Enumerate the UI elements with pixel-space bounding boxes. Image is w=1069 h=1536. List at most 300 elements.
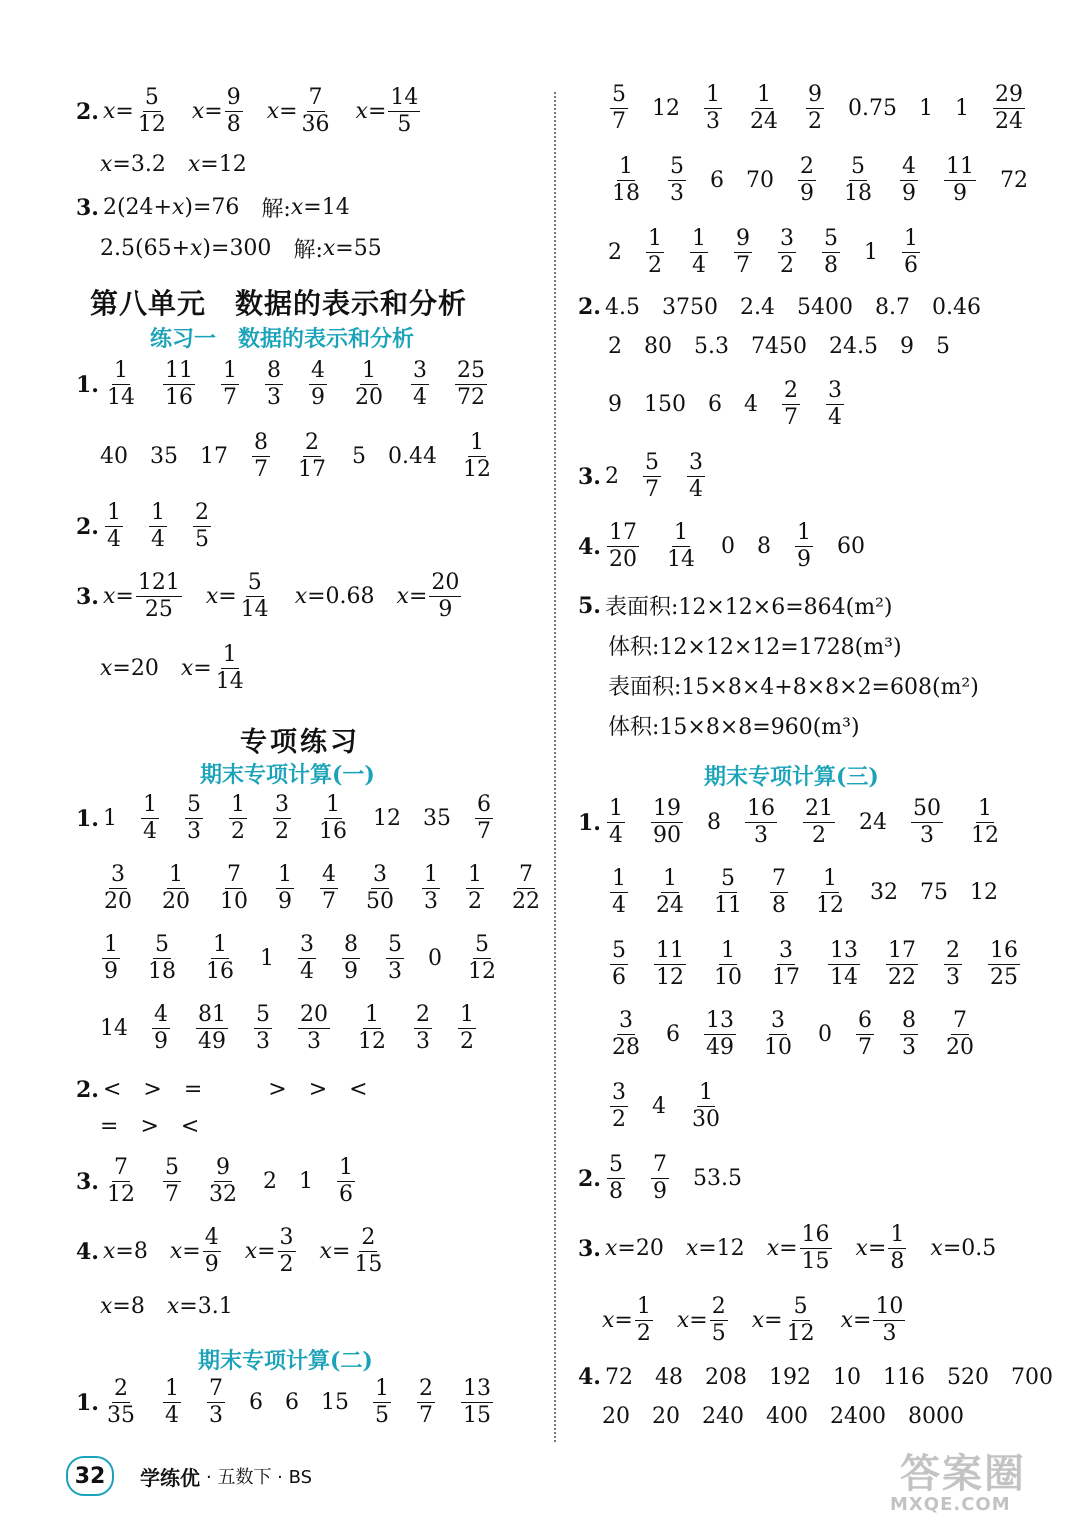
numerator: 9 xyxy=(808,82,822,107)
numerator: 7 xyxy=(308,85,323,110)
fraction xyxy=(136,87,168,136)
answer-value xyxy=(161,360,197,409)
denominator: 5 xyxy=(711,1321,726,1346)
denominator: 10 xyxy=(714,965,742,990)
answer-value xyxy=(752,1296,819,1345)
answer-value xyxy=(898,1010,920,1059)
answer-text: = xyxy=(689,1308,708,1333)
answer-value xyxy=(100,864,136,913)
answer-value xyxy=(261,192,349,223)
denominator: 12 xyxy=(358,1029,386,1054)
answer-value xyxy=(686,1236,745,1261)
variable-x: x xyxy=(685,1236,699,1261)
denominator: 2 xyxy=(612,1107,626,1132)
variable-x: x xyxy=(751,1308,765,1333)
question-number: 2. xyxy=(76,1076,99,1103)
answer-text: 8 xyxy=(756,534,771,559)
answer-value xyxy=(103,1157,139,1206)
denominator: 4 xyxy=(150,527,165,552)
answer-value xyxy=(970,880,998,905)
answer-value xyxy=(224,1074,246,1105)
denominator: 9 xyxy=(902,181,916,206)
variable-x: x xyxy=(396,584,409,609)
fraction xyxy=(635,1296,653,1345)
denominator: 2 xyxy=(636,1321,651,1346)
denominator: 3 xyxy=(882,1321,897,1346)
numerator: 1 xyxy=(169,862,183,887)
answer-text xyxy=(224,1074,246,1105)
answer-line xyxy=(100,934,522,983)
numerator: 17 xyxy=(888,938,916,963)
answer-text: =3.2 xyxy=(112,152,166,177)
denominator: 12 xyxy=(468,959,496,984)
question-number: 1. xyxy=(76,1389,99,1416)
denominator: 22 xyxy=(888,965,916,990)
numerator: 5 xyxy=(612,938,626,963)
answer-value xyxy=(900,228,922,277)
answer-text: =3.1 xyxy=(179,1294,233,1319)
answer-line xyxy=(608,710,882,741)
denominator: 3 xyxy=(186,819,201,844)
answer-text: 192 xyxy=(768,1364,811,1390)
fraction xyxy=(160,864,192,913)
fraction xyxy=(969,798,1001,847)
numerator: 1 xyxy=(374,1376,389,1401)
denominator: 16 xyxy=(206,959,234,984)
answer-line xyxy=(608,670,1001,701)
fraction xyxy=(320,864,338,913)
answer-value xyxy=(608,630,902,661)
answer-value xyxy=(354,1004,390,1053)
denominator: 9 xyxy=(104,959,118,984)
fraction xyxy=(690,228,708,277)
answer-value xyxy=(608,940,630,989)
answer-text: 60 xyxy=(836,534,865,559)
answer-text: 72 xyxy=(604,1364,633,1390)
answer-value xyxy=(371,1378,393,1427)
special-practice-title: 专项练习 xyxy=(240,727,360,758)
denominator: 9 xyxy=(953,181,967,206)
answer-text: 116 xyxy=(882,1364,925,1390)
answer-value xyxy=(103,1077,121,1102)
fraction xyxy=(373,1378,391,1427)
denominator: 16 xyxy=(164,385,193,410)
denominator: 4 xyxy=(828,405,842,430)
fraction xyxy=(842,156,874,205)
numerator: 1 xyxy=(706,82,720,107)
denominator: 90 xyxy=(652,823,681,848)
answer-text: > xyxy=(140,1114,159,1139)
numerator: 121 xyxy=(137,570,180,595)
question-number: 4. xyxy=(578,1364,601,1390)
answer-text: 1 xyxy=(298,1169,313,1194)
fraction xyxy=(654,868,686,917)
answer-text: > xyxy=(143,1077,162,1102)
denominator: 4 xyxy=(612,893,626,918)
denominator: 14 xyxy=(215,669,244,694)
answer-value xyxy=(227,794,249,843)
fraction xyxy=(607,522,639,571)
question-number: 1. xyxy=(76,805,99,832)
fraction xyxy=(993,84,1025,133)
denominator: 2 xyxy=(279,1252,294,1277)
numerator: 2 xyxy=(305,430,319,455)
denominator: 6 xyxy=(338,1182,353,1207)
numerator: 9 xyxy=(215,1155,230,1180)
denominator: 20 xyxy=(608,547,637,572)
denominator: 4 xyxy=(688,477,703,502)
denominator: 9 xyxy=(344,959,358,984)
answer-value xyxy=(194,1004,230,1053)
answer-value xyxy=(652,940,688,989)
fraction xyxy=(806,84,824,133)
variable-x: x xyxy=(355,99,368,124)
numerator: 1 xyxy=(104,932,118,957)
numerator: 1 xyxy=(325,792,340,817)
fraction xyxy=(944,156,976,205)
numerator: 10 xyxy=(875,1294,904,1319)
answer-value xyxy=(397,572,464,621)
fraction xyxy=(146,934,178,983)
answer-value xyxy=(271,794,293,843)
answer-value xyxy=(409,360,431,409)
answer-value xyxy=(428,946,442,971)
numerator: 1 xyxy=(361,358,376,383)
numerator: 16 xyxy=(801,1222,830,1247)
answer-value xyxy=(103,806,117,831)
answer-value xyxy=(260,946,274,971)
answer-value xyxy=(315,794,351,843)
answer-line xyxy=(76,1074,390,1105)
answer-value xyxy=(898,156,920,205)
fraction xyxy=(273,794,291,843)
answer-value xyxy=(856,1224,909,1273)
fraction xyxy=(826,380,844,429)
denominator: 3 xyxy=(946,965,960,990)
fraction xyxy=(745,798,777,847)
numerator: 16 xyxy=(990,938,1018,963)
numerator: 81 xyxy=(198,1002,226,1027)
denominator: 25 xyxy=(990,965,1018,990)
denominator: 12 xyxy=(137,112,166,137)
numerator: 1 xyxy=(648,226,662,251)
answer-value xyxy=(293,233,381,264)
answer-text: 15 xyxy=(320,1390,349,1415)
numerator: 9 xyxy=(226,85,241,110)
fraction xyxy=(417,1378,435,1427)
answer-value xyxy=(100,656,159,681)
question-number: 2. xyxy=(578,1165,601,1192)
answer-line xyxy=(608,380,868,429)
denominator: 22 xyxy=(512,889,540,914)
denominator: 15 xyxy=(801,1249,830,1274)
answer-text: 8000 xyxy=(908,1404,964,1429)
fraction xyxy=(795,522,813,571)
answer-text: 4 xyxy=(744,392,758,417)
numerator: 20 xyxy=(300,1002,328,1027)
answer-value xyxy=(663,522,699,571)
denominator: 6 xyxy=(612,965,626,990)
numerator: 2 xyxy=(711,1294,726,1319)
variable-x: x xyxy=(676,1308,690,1333)
watermark-top-text: 答案圈 xyxy=(900,1451,1026,1497)
answer-text: 12 xyxy=(970,880,998,905)
denominator: 2 xyxy=(780,253,794,278)
answer-value xyxy=(644,392,686,417)
numerator: 11 xyxy=(946,154,974,179)
denominator: 24 xyxy=(656,893,684,918)
fraction xyxy=(873,1296,905,1345)
variable-x: x xyxy=(290,195,304,220)
fraction xyxy=(651,1154,669,1203)
numerator: 4 xyxy=(322,862,336,887)
answer-value xyxy=(150,1004,172,1053)
answer-line xyxy=(608,84,1049,133)
fraction xyxy=(610,1082,628,1131)
numerator: 5 xyxy=(247,570,262,595)
numerator: 5 xyxy=(475,932,489,957)
answer-value xyxy=(100,1114,118,1139)
answer-value xyxy=(285,1390,299,1415)
denominator: 4 xyxy=(164,1403,179,1428)
fraction xyxy=(152,1004,170,1053)
denominator: 32 xyxy=(208,1182,237,1207)
denominator: 7 xyxy=(322,889,336,914)
fraction xyxy=(770,940,802,989)
numerator: 2 xyxy=(416,1002,430,1027)
answer-value xyxy=(274,864,296,913)
fraction xyxy=(651,798,683,847)
numerator: 8 xyxy=(344,932,358,957)
answer-text: =8 xyxy=(115,1239,148,1264)
answer-text: =55 xyxy=(335,236,382,261)
numerator: 3 xyxy=(780,226,794,251)
answer-value xyxy=(100,934,122,983)
denominator: 10 xyxy=(764,1035,792,1060)
answer-value xyxy=(830,1404,886,1429)
denominator: 18 xyxy=(148,959,176,984)
variable-x: x xyxy=(319,1239,332,1264)
numerator: 1 xyxy=(113,358,128,383)
answer-value xyxy=(936,334,950,359)
fraction xyxy=(300,87,332,136)
question-number: 3. xyxy=(578,1235,601,1262)
denominator: 9 xyxy=(154,1029,168,1054)
answer-value xyxy=(652,96,680,121)
answer-text: 2 xyxy=(262,1169,277,1194)
numerator: 5 xyxy=(164,1155,179,1180)
answer-line xyxy=(578,294,1003,320)
numerator: 1 xyxy=(106,500,121,525)
answer-text: 520 xyxy=(946,1364,989,1390)
numerator: 7 xyxy=(227,862,241,887)
denominator: 10 xyxy=(220,889,248,914)
numerator: 19 xyxy=(652,796,681,821)
numerator: 13 xyxy=(830,938,858,963)
answer-value xyxy=(267,87,334,136)
answer-value xyxy=(793,522,815,571)
denominator: 2 xyxy=(811,823,826,848)
answer-text: = xyxy=(867,1236,887,1261)
answer-value xyxy=(464,864,486,913)
answer-value xyxy=(864,240,878,265)
denominator: 3 xyxy=(416,1029,430,1054)
answer-text: 解: xyxy=(261,197,291,222)
answer-text: 0.46 xyxy=(931,294,981,320)
variable-x: x xyxy=(171,195,185,220)
answer-text: 6 xyxy=(710,168,724,193)
variable-x: x xyxy=(766,1236,780,1261)
answer-value xyxy=(710,868,746,917)
numerator: 3 xyxy=(619,1008,633,1033)
numerator: 1 xyxy=(757,82,771,107)
answer-value xyxy=(837,534,865,559)
denominator: 3 xyxy=(424,889,438,914)
denominator: 3 xyxy=(208,1403,223,1428)
denominator: 9 xyxy=(800,181,814,206)
numerator: 2 xyxy=(418,1376,433,1401)
watermark-logo xyxy=(878,1442,1058,1522)
variable-x: x xyxy=(102,1239,116,1264)
answer-value xyxy=(841,1296,908,1345)
numerator: 20 xyxy=(431,570,460,595)
answer-line xyxy=(608,940,1044,989)
answer-value xyxy=(309,1077,327,1102)
answer-text: 10 xyxy=(832,1364,861,1390)
answer-value xyxy=(947,1365,989,1390)
answer-text: 9 xyxy=(608,392,622,417)
calc2-title: 期末专项计算(二) xyxy=(198,1348,373,1374)
answer-value xyxy=(608,1082,630,1131)
answer-value xyxy=(824,380,846,429)
answer-text: 0 xyxy=(720,534,735,559)
fraction xyxy=(265,360,283,409)
answer-value xyxy=(804,84,826,133)
fraction xyxy=(762,1010,794,1059)
denominator: 5 xyxy=(374,1403,389,1428)
fraction xyxy=(214,644,246,693)
fraction xyxy=(388,87,420,136)
fraction xyxy=(900,156,918,205)
answer-text: = xyxy=(779,1236,798,1261)
denominator: 2 xyxy=(460,1029,474,1054)
answer-value xyxy=(296,1004,332,1053)
numerator: 4 xyxy=(310,358,325,383)
answer-text: 24.5 xyxy=(829,334,878,359)
denominator: 7 xyxy=(784,405,798,430)
denominator: 50 xyxy=(366,889,394,914)
answer-text: 80 xyxy=(644,334,672,359)
unit-title: 第八单元 数据的表示和分析 xyxy=(90,287,468,320)
answer-text: 8.7 xyxy=(874,294,910,320)
fraction xyxy=(458,1004,476,1053)
numerator: 1 xyxy=(699,1080,713,1105)
variable-x: x xyxy=(180,656,194,681)
answer-line xyxy=(608,156,1050,205)
fraction xyxy=(822,228,840,277)
denominator: 7 xyxy=(612,109,626,134)
denominator: 15 xyxy=(462,1403,491,1428)
answer-value xyxy=(666,156,688,205)
answer-text: 7450 xyxy=(751,334,807,359)
answer-line xyxy=(76,87,444,136)
answer-value xyxy=(143,1077,161,1102)
answer-value xyxy=(652,868,688,917)
numerator: 21 xyxy=(804,796,833,821)
numerator: 1 xyxy=(230,792,245,817)
fraction xyxy=(856,1010,874,1059)
question-number: 2. xyxy=(76,98,99,125)
answer-value xyxy=(991,84,1027,133)
fraction xyxy=(207,1378,225,1427)
answer-value xyxy=(181,644,248,693)
fraction xyxy=(668,156,686,205)
answer-line xyxy=(100,864,566,913)
answer-value xyxy=(685,452,707,501)
numerator: 3 xyxy=(771,1008,785,1033)
denominator: 15 xyxy=(354,1252,383,1277)
answer-value xyxy=(796,156,818,205)
answer-line xyxy=(76,794,517,843)
answer-text: )=76 xyxy=(184,195,240,220)
answer-value xyxy=(139,794,161,843)
denominator: 49 xyxy=(706,1035,734,1060)
answer-value xyxy=(100,1294,145,1319)
denominator: 3 xyxy=(670,181,684,206)
answer-text: 4.5 xyxy=(604,294,640,320)
numerator: 2 xyxy=(784,378,798,403)
answer-text: = xyxy=(115,99,134,124)
denominator: 17 xyxy=(298,457,326,482)
fraction xyxy=(278,1227,296,1276)
fraction xyxy=(105,1378,137,1427)
answer-line xyxy=(76,572,485,621)
answer-value xyxy=(605,798,627,847)
answer-value xyxy=(766,1404,808,1429)
fraction xyxy=(610,156,642,205)
numerator: 1 xyxy=(338,1155,353,1180)
denominator: 3 xyxy=(388,959,402,984)
answer-value xyxy=(245,1227,298,1276)
answer-value xyxy=(644,228,666,277)
answer-text: 体积:15×8×8=960(m³) xyxy=(608,715,860,740)
answer-line xyxy=(608,868,1020,917)
answer-value xyxy=(508,864,544,913)
denominator: 20 xyxy=(946,1035,974,1060)
fraction xyxy=(665,522,697,571)
denominator: 49 xyxy=(198,1029,226,1054)
answer-value xyxy=(746,84,782,133)
fraction xyxy=(149,502,167,551)
fraction xyxy=(687,452,705,501)
answer-value xyxy=(456,1004,478,1053)
variable-x: x xyxy=(266,99,280,124)
answer-value xyxy=(321,1390,349,1415)
fraction xyxy=(782,380,800,429)
answer-value xyxy=(103,360,139,409)
answer-text: 表面积:15×8×4+8×8×2=608(m²) xyxy=(608,675,979,700)
variable-x: x xyxy=(244,1239,258,1264)
answer-line xyxy=(608,334,972,359)
denominator: 36 xyxy=(301,112,330,137)
numerator: 13 xyxy=(706,1008,734,1033)
answer-value xyxy=(751,334,807,359)
numerator: 1 xyxy=(424,862,438,887)
answer-value xyxy=(167,1294,233,1319)
numerator: 8 xyxy=(254,430,268,455)
fraction xyxy=(411,360,429,409)
answer-text: 12 xyxy=(372,806,401,831)
